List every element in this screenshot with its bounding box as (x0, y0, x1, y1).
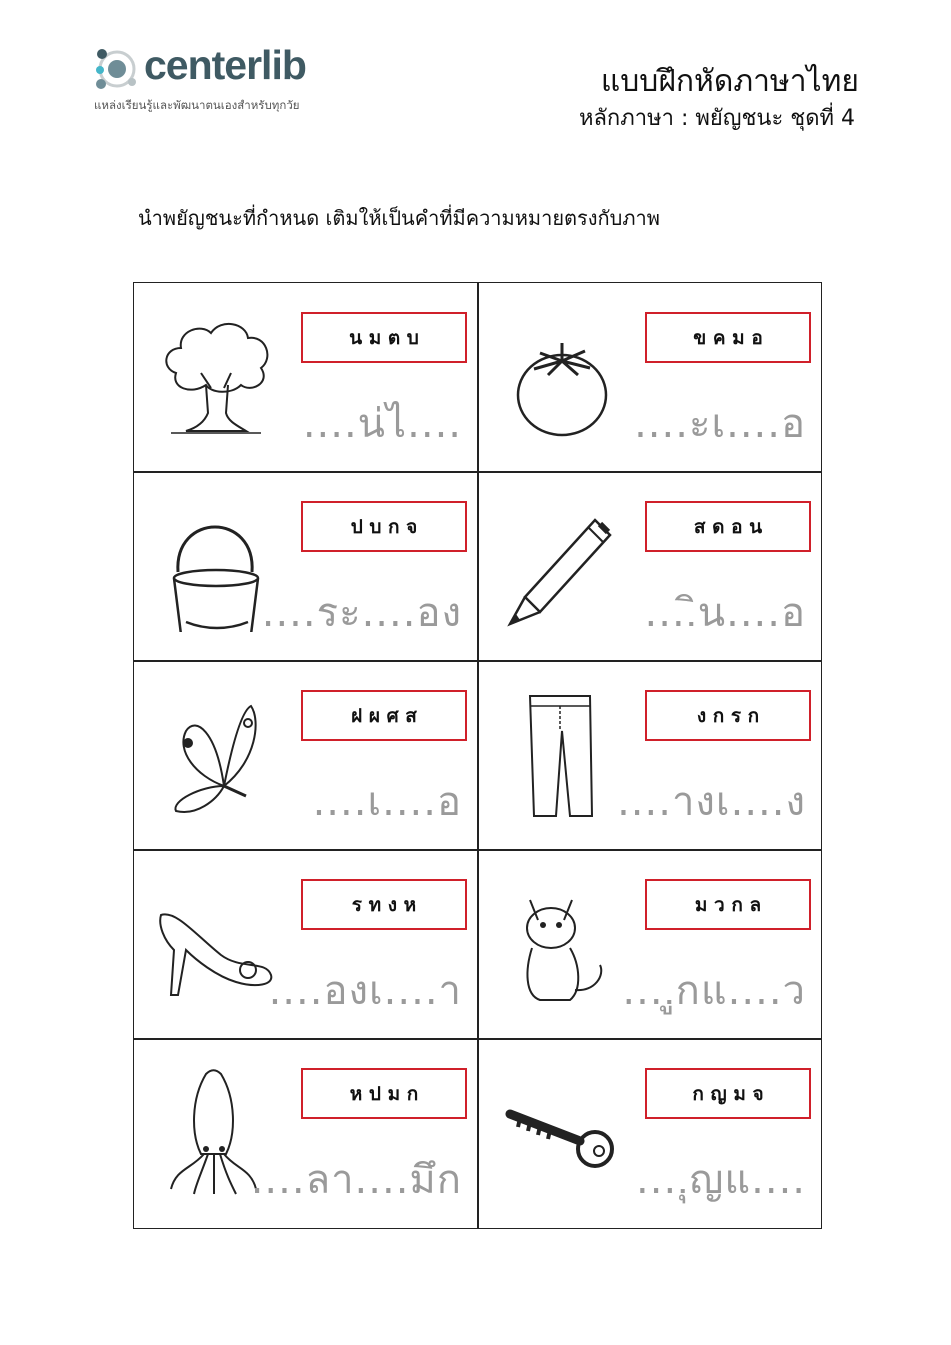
trace-answer: ....ูกแ....ว (622, 968, 806, 1014)
trace-answer: ....ระ....อง (261, 590, 462, 636)
letter-choices-box: ก ญ ม จ (645, 1068, 811, 1119)
key-icon (500, 1069, 620, 1199)
exercise-cell (478, 661, 822, 850)
trace-answer: ....างเ....ง (617, 779, 806, 825)
exercise-cell (478, 283, 822, 472)
letter-choices-box: น ม ต บ (301, 312, 467, 363)
trace-answer: ....ะเ....อ (634, 401, 806, 447)
letter-choices-box: ส ด อ น (645, 501, 811, 552)
exercise-cell (134, 1039, 478, 1228)
letter-choices-box: ฝ ผ ศ ส (301, 690, 467, 741)
trace-answer: ....น่ไ.... (302, 401, 462, 447)
kitten-icon (500, 880, 620, 1010)
letter-choices-box: ห ป ม ก (301, 1068, 467, 1119)
trace-answer: ....องเ....า (268, 968, 462, 1014)
instruction-text: นำพยัญชนะที่กำหนด เติมให้เป็นคำที่มีความหมายตรงกับภาพ (138, 206, 660, 230)
high-heel-shoe-icon (156, 880, 276, 1010)
page-title: แบบฝึกหัดภาษาไทย (600, 64, 859, 99)
centerlib-logo (92, 40, 352, 120)
exercise-cell (134, 850, 478, 1039)
pencil-icon (500, 502, 620, 632)
bucket-icon (156, 502, 276, 632)
exercise-cell (478, 1039, 822, 1228)
exercise-cell (134, 661, 478, 850)
logo-network-icon (92, 44, 142, 94)
trace-answer: ....ิน....อ (644, 590, 806, 636)
letter-choices-box: ง ก ร ก (645, 690, 811, 741)
exercise-cell (134, 283, 478, 472)
trace-answer: ....เ....อ (312, 779, 462, 825)
trace-answer: ....ลา....มึก (250, 1157, 462, 1203)
letter-choices-box: ร ท ง ห (301, 879, 467, 930)
exercise-cell (478, 472, 822, 661)
logo-tagline: แหล่งเรียนรู้และพัฒนาตนเองสำหรับทุกวัย (94, 98, 300, 112)
logo-wordmark: centerlib (144, 42, 306, 88)
tomato-icon (500, 313, 620, 443)
jeans-icon (500, 691, 620, 821)
page-subtitle: หลักภาษา : พยัญชนะ ชุดที่ 4 (578, 106, 855, 131)
letter-choices-box: ข ค ม อ (645, 312, 811, 363)
exercise-cell (134, 472, 478, 661)
exercise-cell (478, 850, 822, 1039)
tree-icon (156, 313, 276, 443)
letter-choices-box: ป บ ก จ (301, 501, 467, 552)
letter-choices-box: ม ว ก ล (645, 879, 811, 930)
exercise-grid (133, 282, 822, 1229)
butterfly-icon (156, 691, 276, 821)
trace-answer: ....ุญแ.... (636, 1157, 806, 1203)
